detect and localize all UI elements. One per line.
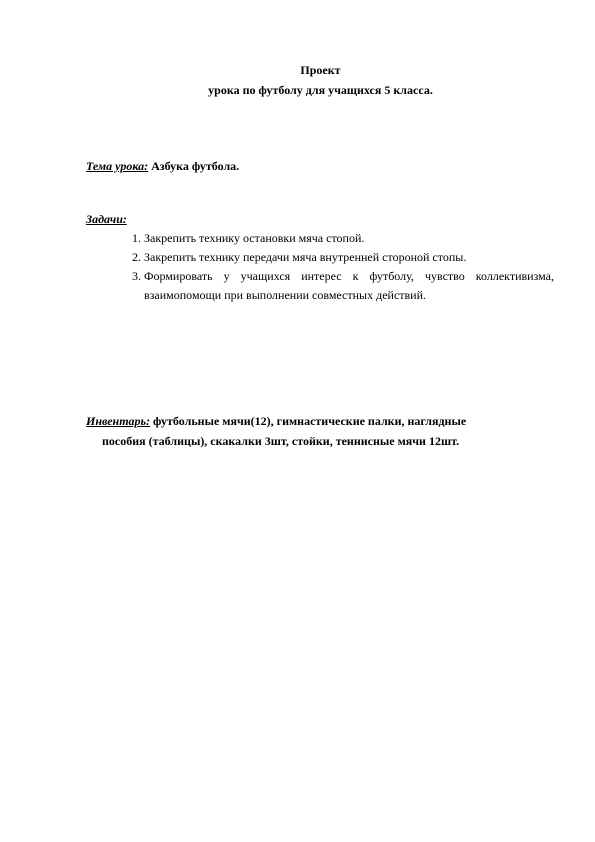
list-item-number: 2.	[132, 250, 141, 264]
title-line-2: урока по футболу для учащихся 5 класса.	[208, 83, 433, 97]
list-item	[86, 229, 554, 248]
list-item	[86, 248, 554, 267]
tasks-label: Задачи:	[86, 212, 127, 226]
inventory-value-line-2: пособия (таблицы), скакалки 3шт, стойки, теннисные мячи 12шт.	[102, 434, 460, 448]
inventory-label: Инвентарь:	[86, 414, 151, 428]
topic-label: Тема урока:	[86, 159, 149, 173]
title-line-1: Проект	[300, 63, 341, 77]
topic-value: Азбука футбола.	[148, 159, 240, 173]
list-item	[86, 267, 554, 305]
lesson-topic	[86, 159, 554, 174]
inventory-value-line-1: футбольные мячи(12), гимнастические палки, наглядные	[150, 414, 467, 428]
lesson-tasks	[86, 212, 554, 305]
list-item-text: Закрепить технику остановки мяча стопой.	[144, 231, 365, 245]
document-title	[0, 60, 595, 100]
list-item-number: 3.	[132, 269, 141, 283]
list-item-number: 1.	[132, 231, 141, 245]
tasks-list	[86, 229, 554, 305]
list-item-text: Формировать у учащихся интерес к футболу, чувство коллективизма, взаимопомощи при выполнении совместных действий.	[144, 269, 554, 302]
lesson-inventory	[86, 411, 554, 451]
list-item-text: Закрепить технику передачи мяча внутренней стороной стопы.	[144, 250, 467, 264]
